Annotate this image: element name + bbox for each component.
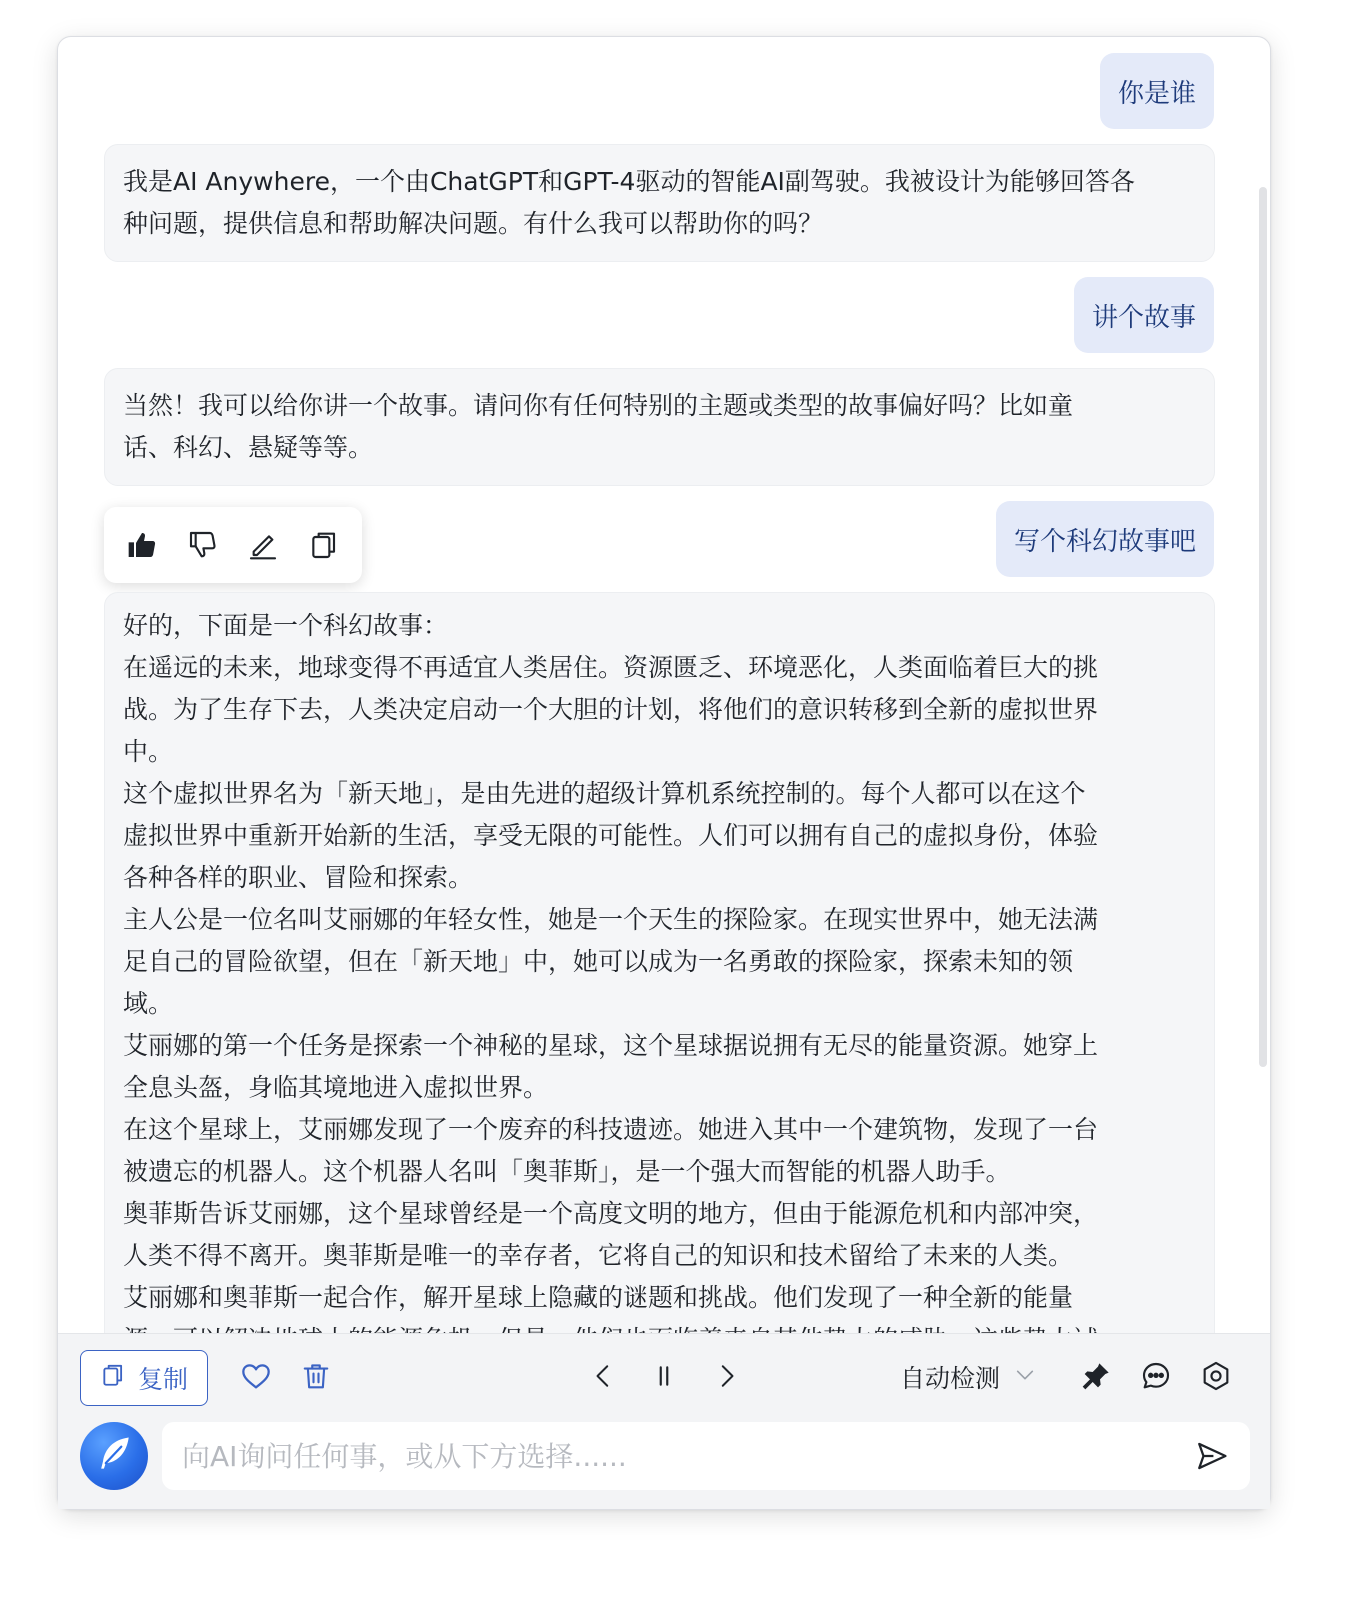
chat-window [57,36,1271,1510]
copy-button-label: 复制 [137,1365,188,1394]
ai-message [104,368,1215,486]
thumbs-up-icon[interactable] [119,522,165,568]
input-row [58,1422,1270,1506]
message-line: 全息头盔，身临其境地进入虚拟世界。 [123,1073,549,1102]
message-line: 足自己的冒险欲望，但在「新天地」中，她可以成为一名勇敢的探险家，探索未知的领 [123,947,1074,976]
message-line: 好的，下面是一个科幻故事： [123,611,449,640]
message-list[interactable] [58,37,1270,1333]
message-line: 话、科幻、悬疑等等。 [123,433,374,462]
toolbar [58,1334,1270,1420]
pause-icon[interactable] [642,1354,686,1398]
message-line: 奥菲斯告诉艾丽娜，这个星球曾经是一个高度文明的地方，但由于能源危机和内部冲突， [123,1199,1099,1228]
message-line: 在遥远的未来，地球变得不再适宜人类居住。资源匮乏、环境恶化，人类面临着巨大的挑 [123,653,1099,682]
message-line: 我是AI Anywhere，一个由ChatGPT和GPT-4驱动的智能AI副驾驶。我被设计为能够回答各 [123,167,1135,196]
user-message: 写个科幻故事吧 [996,501,1214,577]
chevron-down-icon [1014,1363,1036,1392]
message-line: 这个虚拟世界名为「新天地」，是由先进的超级计算机系统控制的。每个人都可以在这个 [123,779,1086,808]
message-line: 主人公是一位名叫艾丽娜的年轻女性，她是一个天生的探险家。在现实世界中，她无法满 [123,905,1099,934]
thumbs-down-icon[interactable] [180,522,226,568]
copy-button[interactable] [80,1350,208,1406]
edit-icon[interactable] [240,522,286,568]
message-line: 当然！我可以给你讲一个故事。请问你有任何特别的主题或类型的故事偏好吗？比如童 [123,391,1074,420]
chat-icon[interactable] [1134,1354,1178,1398]
message-line: 艾丽娜的第一个任务是探索一个神秘的星球，这个星球据说拥有无尽的能量资源。她穿上 [123,1031,1099,1060]
message-line: 战。为了生存下去，人类决定启动一个大胆的计划，将他们的意识转移到全新的虚拟世界 [123,695,1099,724]
scrollbar[interactable] [1259,187,1267,1067]
message-input[interactable] [162,1422,1250,1490]
message-line: 被遗忘的机器人。这个机器人名叫「奥菲斯」，是一个强大而智能的机器人助手。 [123,1157,1011,1186]
message-line: 人类不得不离开。奥菲斯是唯一的幸存者，它将自己的知识和技术留给了未来的人类。 [123,1241,1074,1270]
user-message: 讲个故事 [1074,277,1214,353]
language-select-value: 自动检测 [900,1364,1001,1393]
send-icon[interactable] [1190,1434,1234,1478]
chevron-right-icon[interactable] [704,1354,748,1398]
message-line: 中。 [123,737,174,766]
user-message: 你是谁 [1100,53,1214,129]
copy-icon[interactable] [301,522,347,568]
message-line: 虚拟世界中重新开始新的生活，享受无限的可能性。人们可以拥有自己的虚拟身份，体验 [123,821,1099,850]
ai-message [104,592,1215,1392]
message-action-popup [104,507,362,583]
language-select[interactable] [900,1356,1036,1398]
message-line: 种问题，提供信息和帮助解决问题。有什么我可以帮助你的吗？ [123,209,824,238]
message-line: 在这个星球上，艾丽娜发现了一个废弃的科技遗迹。她进入其中一个建筑物，发现了一台 [123,1115,1099,1144]
chevron-left-icon[interactable] [582,1354,626,1398]
avatar[interactable] [80,1422,148,1490]
pin-icon[interactable] [1074,1354,1118,1398]
ai-message [104,144,1215,262]
gear-icon[interactable] [1194,1354,1238,1398]
message-line: 各种各样的职业、冒险和探索。 [123,863,474,892]
trash-icon[interactable] [294,1354,338,1398]
message-line: 艾丽娜和奥菲斯一起合作，解开星球上隐藏的谜题和挑战。他们发现了一种全新的能量 [123,1283,1074,1312]
heart-icon[interactable] [234,1354,278,1398]
bottom-panel [58,1333,1270,1509]
feather-icon [92,1432,136,1480]
copy-icon [100,1362,126,1394]
message-line: 域。 [123,989,174,1018]
